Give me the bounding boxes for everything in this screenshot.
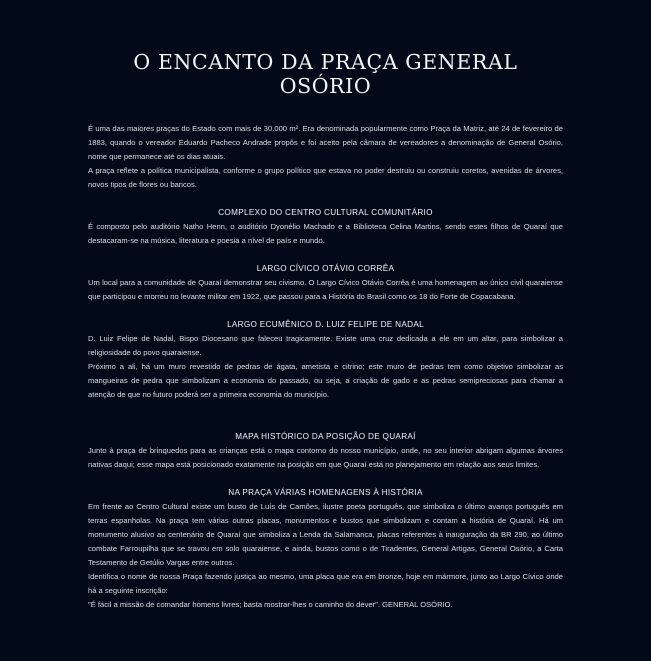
section-homenagens (88, 486, 563, 612)
section-largo-civico (88, 262, 563, 304)
section-heading: LARGO CÍVICO OTÁVIO CORRÊA (256, 264, 395, 273)
intro-paragraph-1: É uma das maiores praças do Estado com mais de 30.000 m². Era denominada popularmente como Praça da Matriz, até 24 de fevereiro de 1883, quando o vereador Eduardo Pacheco Andrade propôs e foi aceito pela câmara de vereadores a denominação de General Osório, nome que permanece até os dias atuais. (88, 124, 563, 161)
section-paragraph: Próximo a ali, há um muro revestido de pedras de ágata, ametista e citrino; este muro de pedras tem como objetivo simbolizar as mangueiras de pedra que simbolizam a economia do passado, ou seja, a criação de gado e as pedras semipreciosas para chamar a atenção de que no futuro poderá ser a primeira economia do município. (88, 362, 563, 399)
section-mapa-historico (88, 430, 563, 472)
section-heading: NA PRAÇA VÁRIAS HOMENAGENS À HISTÓRIA (228, 488, 423, 497)
section-paragraph: Identifica o nome de nossa Praça fazendo justiça ao mesmo, uma placa que era em bronze, hoje em mármore, junto ao Largo Cívico onde há a seguinte inscrição: (88, 572, 563, 595)
section-paragraph: Junto à praça de brinquedos para as crianças está o mapa contorno do nosso município, onde, no seu interior abrigam algumas árvores nativas daqui; esse mapa está posicionado exatamente na posição em que Quaraí está no planejamento em relação aos seus limites. (88, 446, 563, 469)
section-paragraph: Em frente ao Centro Cultural existe um busto de Luís de Camões, ilustre poeta português, que simboliza o último avanço português em terras espanholas. Na praça tem várias outras placas, monumentos e bustos que simbolizam e contam a história de Quaraí. Há um monumento alusivo ao centenário de Quaraí que simboliza a Lenda da Salamanca, placas referentes à inauguração da BR 290, ao último combate Farroupilha que se travou em solo quaraiense, e ainda, bustos como o de Tiradentes, General Artigas, General Osório, a Carta Testamento de Getúlio Vargas entre outros. (88, 502, 563, 567)
section-largo-ecumenico (88, 318, 563, 402)
intro-section (88, 122, 563, 192)
intro-paragraph-2: A praça reflete a política municipalista, conforme o grupo político que estava no poder destruiu ou construiu coretos, avenidas de árvores, novos tipos de flores ou bancos. (88, 166, 563, 189)
section-paragraph: Um local para a comunidade de Quaraí demonstrar seu civismo. O Largo Cívico Otávio Corrêa é uma homenagem ao único civil quaraiense que participou e morreu no levante militar em 1922, que passou para a História do Brasil como os 18 do Forte de Copacabana. (88, 278, 563, 301)
section-heading: COMPLEXO DO CENTRO CULTURAL COMUNITÁRIO (218, 208, 433, 217)
page-title: O ENCANTO DA PRAÇA GENERAL OSÓRIO (133, 50, 518, 98)
section-heading: MAPA HISTÓRICO DA POSIÇÃO DE QUARAÍ (235, 432, 416, 441)
section-centro-cultural (88, 206, 563, 248)
quote-inscription: "É fácil a missão de comandar homens livres; basta mostrar-lhes o caminho do dever". GENERAL OSÓRIO. (88, 600, 453, 609)
section-heading: LARGO ECUMÊNICO D. LUIZ FELIPE DE NADAL (227, 320, 424, 329)
section-paragraph: É composto pelo auditório Natho Henn, o auditório Dyonélio Machado e a Biblioteca Celina Martins, sendo estes filhos de Quaraí que destacaram-se na música, literatura e poesia a nível de país e mundo. (88, 222, 563, 245)
section-paragraph: D. Luiz Felipe de Nadal, Bispo Diocesano que faleceu tragicamente. Existe uma cruz dedicada a ele em um altar, para simbolizar a religiosidade do povo quaraiense. (88, 334, 563, 357)
